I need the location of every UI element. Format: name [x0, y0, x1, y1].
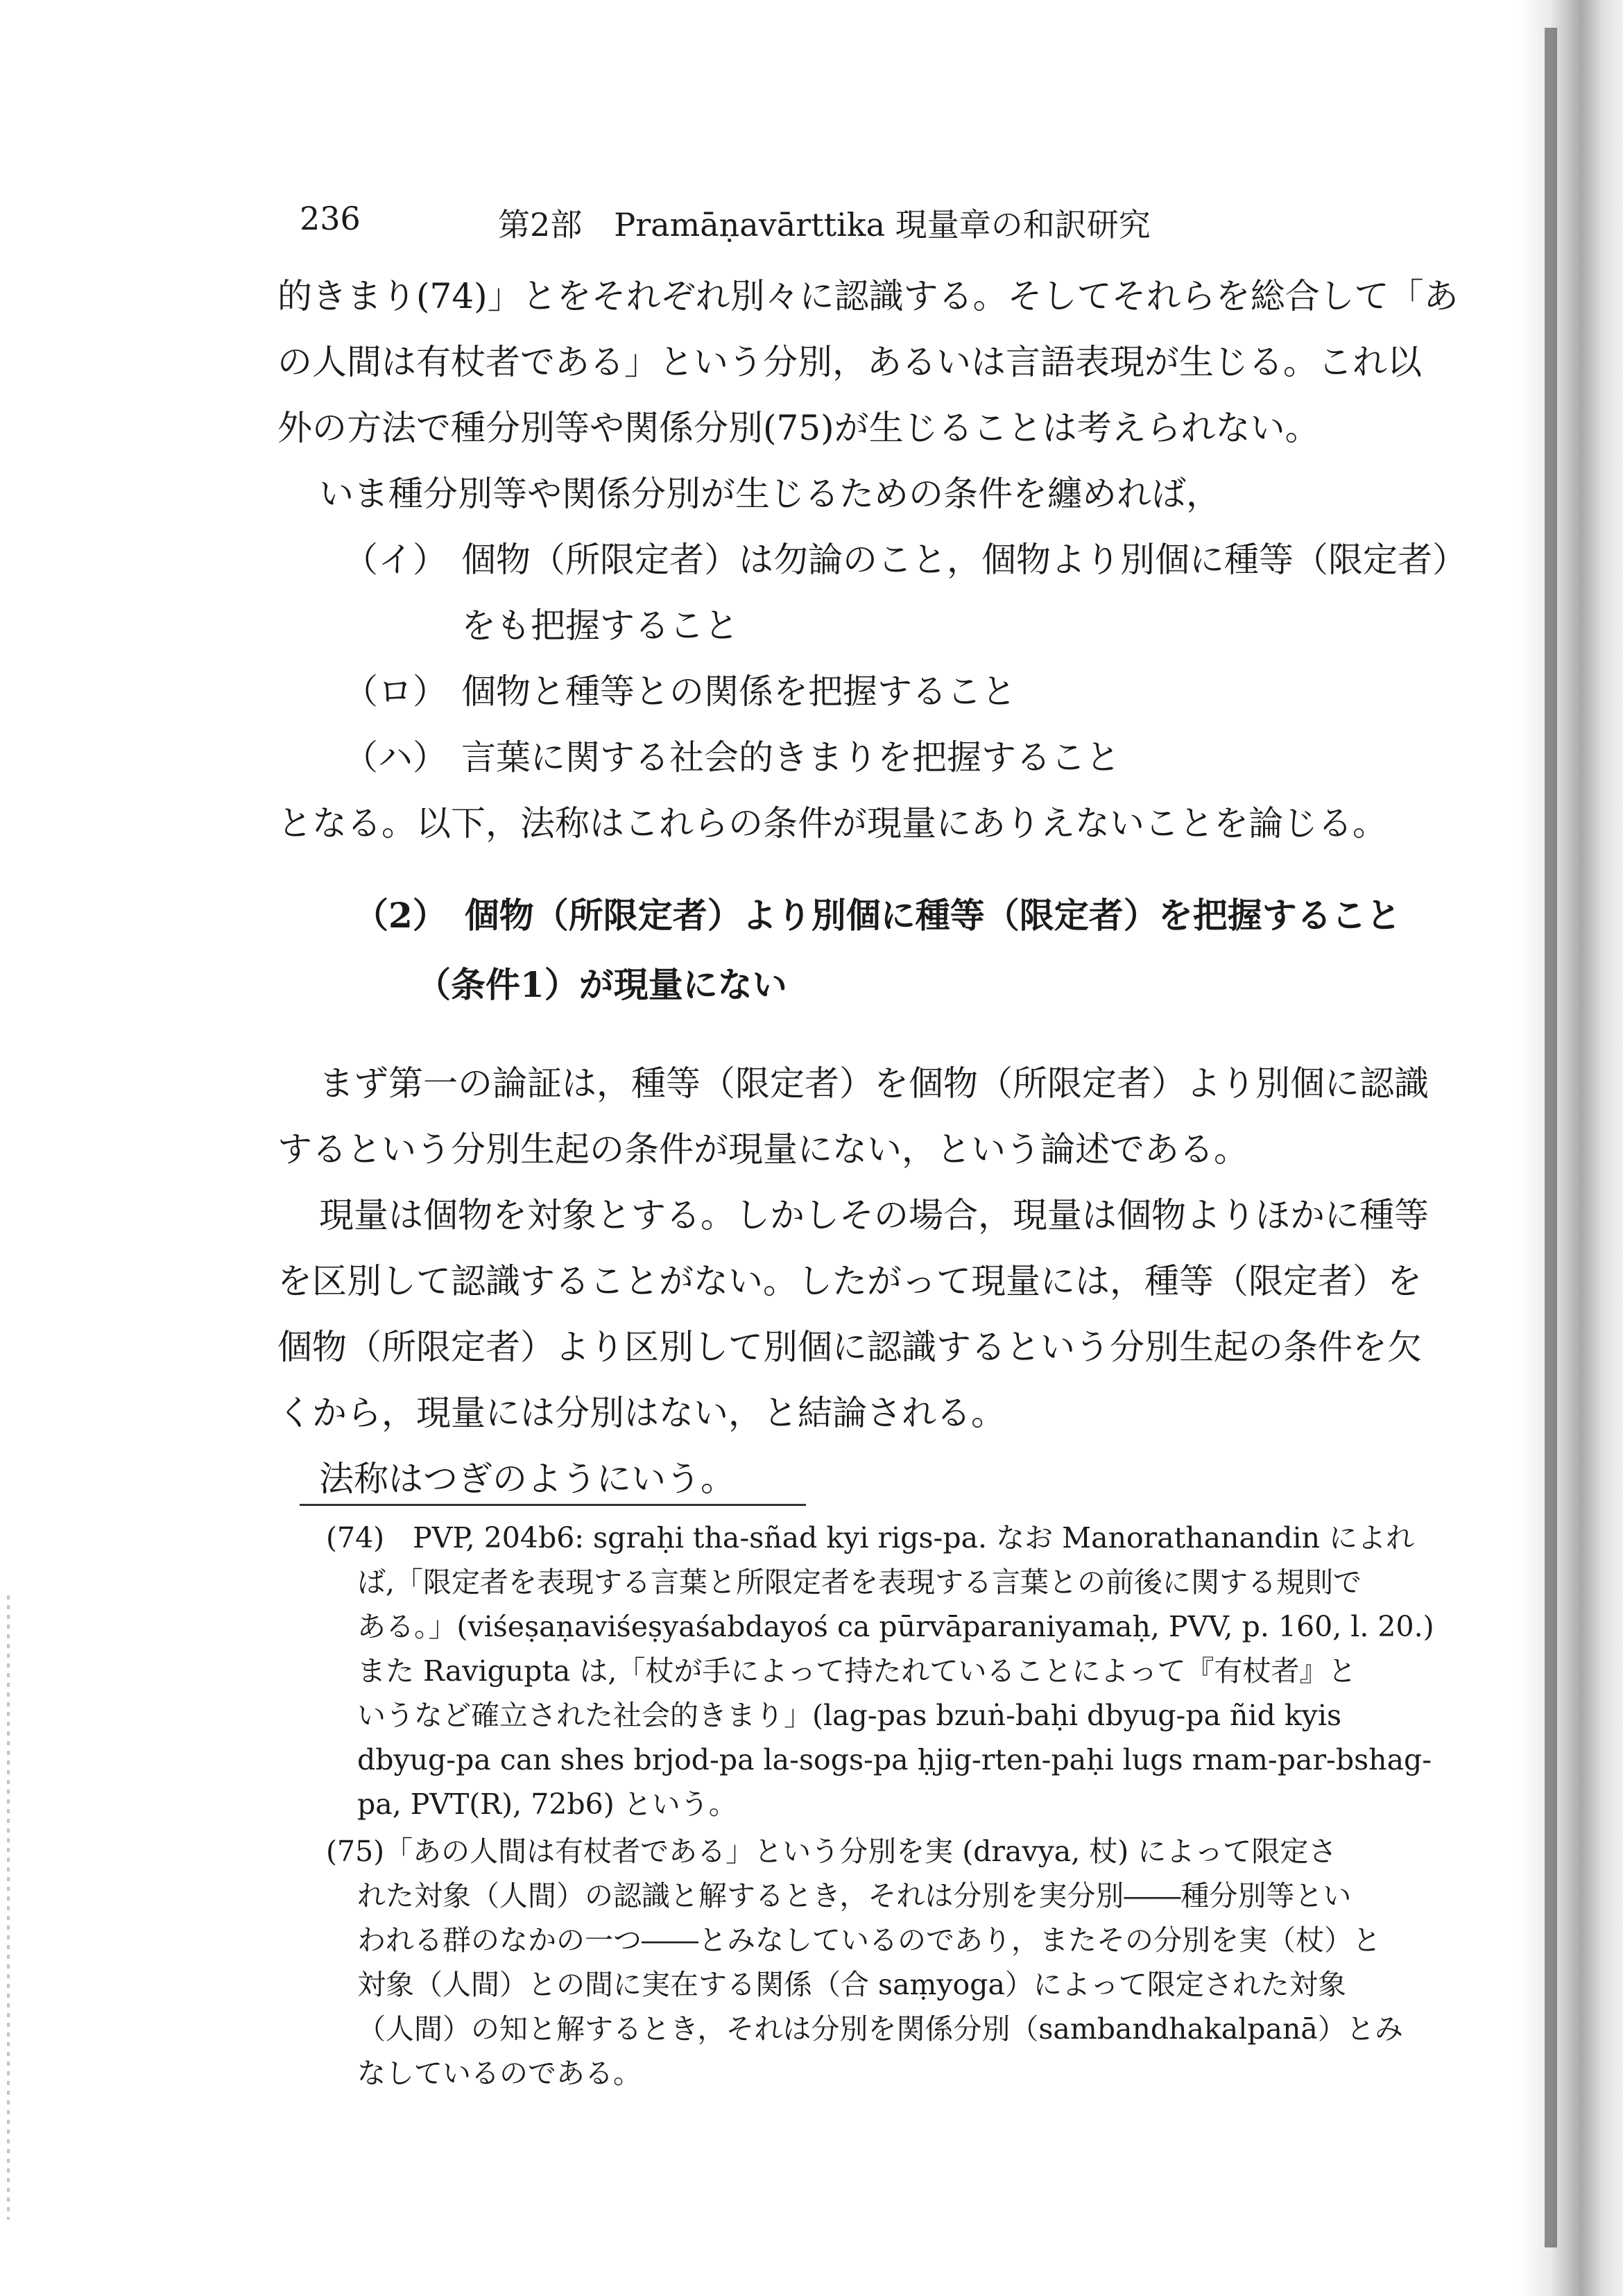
footnote-line: れた対象（人間）の認識と解するとき，それは分別を実分別――種分別等とい	[357, 1879, 1352, 1912]
footnote-line: 対象（人間）との間に実在する関係（合 saṃyoga）によって限定された対象	[357, 1968, 1346, 2001]
section-title-line: （2） 個物（所限定者）より別個に種等（限定者）を把握すること	[354, 895, 1401, 936]
footnote-line: pa, PVT(R), 72b6) という。	[357, 1788, 737, 1821]
scan-page-edge	[1519, 0, 1623, 2296]
footnote-line: また Ravigupta は,「杖が手によって持たれていることによって『有杖者』と	[357, 1654, 1357, 1688]
body-line: の人間は有杖者である」という分別，あるいは言語表現が生じる。これ以	[277, 342, 1422, 382]
body-line: くから，現量には分別はない，と結論される。	[277, 1393, 1006, 1433]
footnote-line: (74) PVP, 204b6: sgraḥi tha-sñad kyi rigs-pa. なお Manorathanandin によれ	[326, 1521, 1415, 1554]
condition-text: 言葉に関する社会的きまりを把握すること	[461, 737, 1120, 778]
scan-left-mark	[7, 1595, 10, 2220]
body-line: を区別して認識することがない。したがって現量には，種等（限定者）を	[277, 1261, 1422, 1301]
footnote-rule	[300, 1504, 806, 1506]
condition-text: をも把握すること	[461, 606, 739, 646]
footnote-74	[326, 1516, 1443, 1826]
footnote-line: (75)「あの人間は有杖者である」という分別を実 (dravya, 杖) によって限定さ	[326, 1835, 1337, 1868]
condition-label: （イ）	[343, 540, 447, 580]
section-title	[277, 881, 1429, 1020]
condition-label: （ハ）	[343, 737, 447, 778]
footnote-line: （人間）の知と解するとき，それは分別を関係分別（sambandhakalpanā）とみ	[357, 2012, 1403, 2046]
condition-item	[277, 659, 1429, 725]
footnote-line: なしているのである。	[357, 2057, 642, 2090]
condition-item	[277, 527, 1467, 593]
body-line: 個物（所限定者）より区別して別個に認識するという分別生起の条件を欠	[277, 1327, 1422, 1367]
footnote-line: われる群のなかの一つ――とみなしているのであり，またその分別を実（杖）と	[357, 1924, 1381, 1957]
condition-text: 個物（所限定者）は勿論のこと，個物より別個に種等（限定者）	[461, 540, 1467, 580]
body-line: となる。以下，法称はこれらの条件が現量にありえないことを論じる。	[277, 803, 1387, 843]
body-line: 法称はつぎのようにいう。	[319, 1459, 735, 1499]
condition-text: 個物と種等との関係を把握すること	[461, 671, 1016, 712]
footnotes	[326, 1516, 1443, 2098]
body-line: 的きまり(74)」とをそれぞれ別々に認識する。そしてそれらを総合して「あ	[277, 276, 1459, 316]
body-line: いま種分別等や関係分別が生じるための条件を纏めれば，	[319, 474, 1221, 514]
footnote-line: ある。」(viśeṣaṇaviśeṣyaśabdayoś ca pūrvāparaniyamaḥ, PVV, p. 160, l. 20.)	[357, 1610, 1434, 1643]
footnote-75	[326, 1829, 1443, 2096]
section-title-line: （条件1）が現量にない	[416, 964, 787, 1005]
page-header	[300, 200, 1409, 248]
body-line: まず第一の論証は，種等（限定者）を個物（所限定者）より別個に認識	[319, 1063, 1429, 1104]
body-line: 外の方法で種分別等や関係分別(75)が生じることは考えられない。	[277, 408, 1320, 448]
body-line: するという分別生起の条件が現量にない，という論述である。	[277, 1129, 1248, 1170]
condition-label: （ロ）	[343, 671, 447, 712]
footnote-line: dbyug-pa can shes brjod-pa la-sogs-pa ḥjig-rten-paḥi lugs rnam-par-bshag-	[357, 1743, 1432, 1776]
running-head: 第2部 Pramāṇavārttika 現量章の和訳研究	[498, 206, 1151, 243]
scan-binding-shadow	[1545, 28, 1557, 2247]
condition-item	[277, 725, 1429, 791]
footnote-line: ば,「限定者を表現する言葉と所限定者を表現する言葉との前後に関する規則で	[357, 1566, 1362, 1599]
footnote-line: いうなど確立された社会的きまり」(lag-pas bzuṅ-baḥi dbyug-pa ñid kyis	[357, 1699, 1342, 1732]
body-text	[277, 264, 1467, 1512]
body-line: 現量は個物を対象とする。しかしその場合，現量は個物よりほかに種等	[319, 1195, 1429, 1235]
page-number: 236	[300, 200, 361, 237]
